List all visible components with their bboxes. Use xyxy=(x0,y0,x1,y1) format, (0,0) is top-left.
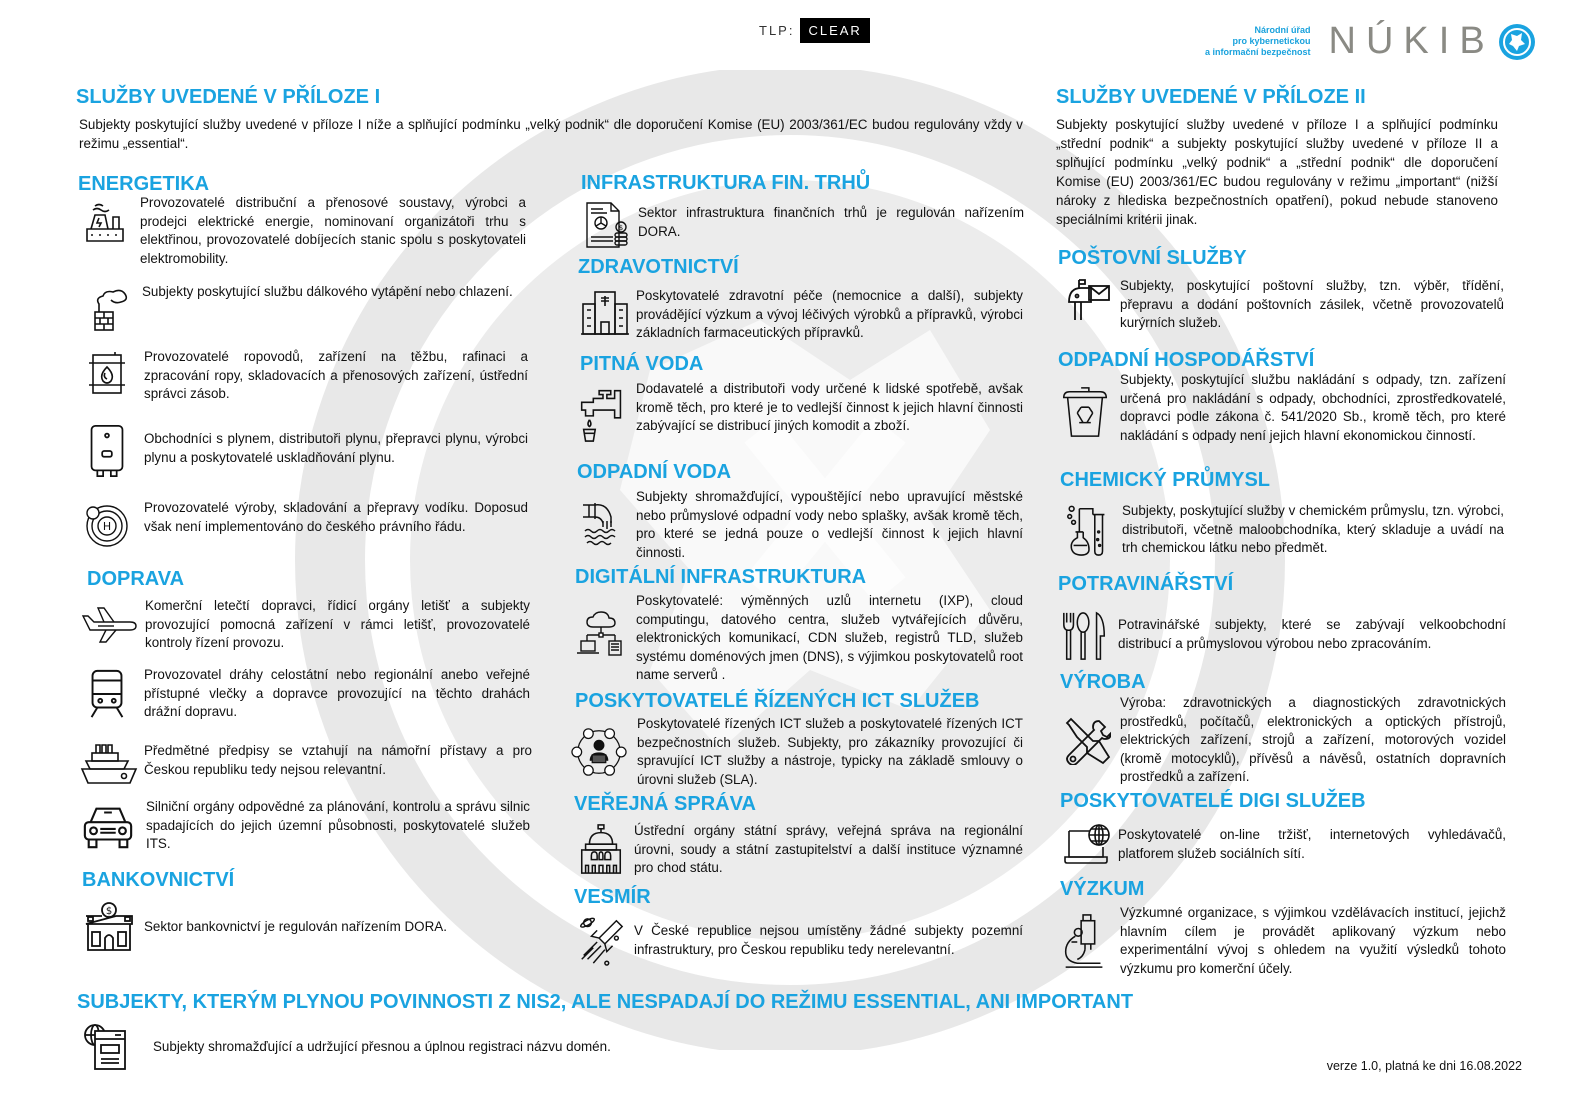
mailbox-icon xyxy=(1064,277,1114,327)
org-name-line: a informační bezpečnost xyxy=(1205,47,1311,57)
org-name xyxy=(1205,25,1311,58)
item-text: Ústřední orgány státní správy, veřejná správa na regionální úrovni, soudy a státní zastupitelství a další instituce významné pro chod státu. xyxy=(634,823,1023,875)
section-title-ict: POSKYTOVATELÉ ŘÍZENÝCH ICT SLUŽEB xyxy=(575,690,980,712)
list-item xyxy=(80,597,530,653)
financial-report-icon xyxy=(582,200,632,250)
list-item xyxy=(82,348,528,404)
tlp-label: TLP: xyxy=(759,23,795,38)
microscope-icon xyxy=(1060,912,1110,972)
hospital-icon xyxy=(580,287,630,337)
section-title-digitalni: DIGITÁLNÍ INFRASTRUKTURA xyxy=(575,566,867,588)
cutlery-icon xyxy=(1060,610,1110,664)
section-title-vesmir: VESMÍR xyxy=(574,886,651,908)
list-item xyxy=(578,488,1023,562)
section-title-vyzkum: VÝZKUM xyxy=(1060,878,1145,900)
section-title-nis2-other: SUBJEKTY, KTERÝM PLYNOU POVINNOSTI Z NIS2, ALE NESPADAJÍ DO REŽIMU ESSENTIAL, ANI IMPORTANT xyxy=(77,991,1134,1013)
annex1-title: SLUŽBY UVEDENÉ V PŘÍLOZE I xyxy=(76,86,381,108)
water-tap-icon xyxy=(578,380,628,444)
version-footer: verze 1.0, platná ke dni 16.08.2022 xyxy=(1326,1059,1522,1073)
item-text: Poskytovatelé: výměnných uzlů internetu (IXP), cloud computingu, datového centra, služeb vytvářejících důvěru, elektronických komunikací, CDN služeb, registrů TLD, služeb systému doménových jmen (DNS), s výjimkou poskytovatelů root name serverů . xyxy=(636,593,1023,682)
item-text: Obchodníci s plynem, distributoři plynu, přepravci plynu, výrobci plynu a poskytovatelé uskladňování plynu. xyxy=(144,431,528,465)
list-item xyxy=(80,738,532,788)
oil-barrel-icon xyxy=(82,348,132,398)
airplane-icon xyxy=(80,597,138,647)
list-item xyxy=(576,822,1023,878)
power-plant-icon xyxy=(80,194,130,244)
cloud-network-icon xyxy=(576,610,626,660)
item-text: Subjekty poskytující službu dálkového vytápění nebo chlazení. xyxy=(142,284,513,299)
item-text: Potravinářské subjekty, které se zabývají velkoobchodní distribucí a průmyslovou výrobou nebo zpracováním. xyxy=(1118,617,1506,651)
item-text: Výroba: zdravotnických a diagnostických zdravotnických prostředků, počítačů, elektronických a optických přístrojů, elektrických zařízení, strojů a zařízení, motorových vozidel (kromě motocyklů), přívěsů a návěsů, ostatních dopravních prostředků a zařízení. xyxy=(1120,695,1506,784)
list-item xyxy=(80,194,526,268)
item-text: Sektor infrastruktura finančních trhů je regulován nařízením DORA. xyxy=(638,205,1024,239)
list-item xyxy=(1060,610,1506,664)
domain-registry-icon xyxy=(82,1022,132,1072)
item-text: Poskytovatelé on-line tržišť, internetových vyhledávačů, platforem služeb sociálních sítí. xyxy=(1118,827,1506,861)
item-text: Subjekty, poskytující poštovní služby, tzn. výběr, třídění, přepravu a dodání poštovních zásilek, včetně provozovatelů kurýrních služeb. xyxy=(1120,278,1504,330)
list-item xyxy=(570,715,1023,789)
list-item xyxy=(576,592,1023,685)
item-text: Subjekty shromažďující a udržující přesnou a úplnou registraci názvu domén. xyxy=(153,1038,611,1054)
annex1-intro: Subjekty poskytující služby uvedené v příloze I níže a splňující podmínku „velký podnik“ dle doporučení Komise (EU) 2003/361/EC budou regulovány vždy v režimu „essential“. xyxy=(79,117,1023,151)
hydrogen-icon xyxy=(82,499,132,549)
annex2-title: SLUŽBY UVEDENÉ V PŘÍLOZE II xyxy=(1056,86,1366,108)
svg-text:$: $ xyxy=(105,906,113,917)
item-text: Provozovatelé výroby, skladování a přepravy vodíku. Doposud však není implementováno do českého právního řádu. xyxy=(144,500,528,534)
item-text: Dodavatelé a distributoři vody určené k lidské spotřebě, avšak kromě těch, pro které je to vedlejší činnost k jejich hlavní činnosti zabývající se distribucí jiných komodit a zboží. xyxy=(636,381,1023,433)
item-text: Poskytovatelé řízených ICT služeb a poskytovatelé řízených ICT bezpečnostních služeb. Subjekty, pro zákazníky provozující či spravující ICT služby a nástroje, typicky na základě smlouvy o úrovni služeb (SLA). xyxy=(637,716,1023,787)
recycle-bin-icon xyxy=(1060,383,1110,441)
government-building-icon xyxy=(576,822,626,876)
item-text: Subjekty, poskytující služby v chemickém průmyslu, tzn. výrobci, distributoři, včetně maloobchodníka, který skladuje a uvádí na trh chemickou látku nebo předmět. xyxy=(1122,503,1504,555)
org-name-line: pro kybernetickou xyxy=(1232,36,1311,46)
item-text: Subjekty shromažďující, vypouštějící nebo upravující městské nebo průmyslové odpadní vody nebo splašky, avšak kromě těch, pro které se jedná pouze o vedlejší činnost k jejich hlavní činnosti. xyxy=(636,489,1023,560)
gas-boiler-icon xyxy=(82,421,132,481)
bank-icon xyxy=(82,900,136,954)
org-name-line: Národní úřad xyxy=(1254,25,1311,35)
list-item xyxy=(576,914,1023,968)
list-item xyxy=(1062,694,1506,787)
tools-icon xyxy=(1062,716,1112,766)
section-title-fin-trhy: INFRASTRUKTURA FIN. TRHŮ xyxy=(581,172,871,194)
list-item xyxy=(582,200,1024,250)
list-item xyxy=(578,380,1023,444)
lion-emblem-icon xyxy=(1497,22,1537,62)
section-title-pitna-voda: PITNÁ VODA xyxy=(580,353,704,375)
section-title-odpadni-hosp: ODPADNÍ HOSPODÁŘSTVÍ xyxy=(1058,349,1315,371)
list-item xyxy=(1060,371,1506,445)
car-icon xyxy=(80,798,136,854)
svg-text:H: H xyxy=(102,520,112,533)
list-item xyxy=(82,666,530,722)
list-item xyxy=(1062,822,1506,872)
section-title-zdravotnictvi: ZDRAVOTNICTVÍ xyxy=(578,256,739,278)
list-item xyxy=(580,287,1023,343)
section-title-chemicky: CHEMICKÝ PRŮMYSL xyxy=(1060,469,1271,491)
section-title-doprava: DOPRAVA xyxy=(87,568,185,590)
item-text: Silniční orgány odpovědné za plánování, kontrolu a správu silnic spadajících do jejich územní působnosti, poskytovatelé služeb ITS. xyxy=(146,799,530,851)
ship-icon xyxy=(80,738,138,788)
list-item xyxy=(82,900,542,954)
item-text: Provozovatel dráhy celostátní nebo regionální anebo veřejné přístupné vlečky a dopravce provozující na těchto drahách drážní dopravu. xyxy=(144,667,530,719)
sewage-pipe-icon xyxy=(578,498,628,548)
list-item xyxy=(1064,277,1504,333)
annex2-intro: Subjekty poskytující služby uvedené v příloze I a splňující podmínku „střední podnik“ a subjekty poskytující služby uvedené v příloze II a splňující podmínku „velký podnik“ a „střední podnik“ dle doporučení Komise (EU) 2003/361/EC budou regulovány v režimu „important“ (nižší nároky z hlediska bezpečnostních opatření), pokud nebude stanoveno speciálními kritérii jinak. xyxy=(1056,117,1498,227)
section-title-potravinarstvi: POTRAVINÁŘSTVÍ xyxy=(1058,573,1234,595)
item-text: Sektor bankovnictví je regulován nařízením DORA. xyxy=(144,918,447,934)
item-text: Subjekty, poskytující službu nakládání s odpady, tzn. zařízení určená pro nakládání s odpady, obchodníci, zprostředkovatelé, dopravci podle zákona č. 541/2020 Sb., kromě těch, pro které nakládání s odpady není jejich hlavní ekonomickou činností. xyxy=(1120,372,1506,443)
chemistry-flask-icon xyxy=(1064,502,1114,558)
item-text: Provozovatelé distribuční a přenosové soustavy, výrobci a prodejci elektrické energie, nominovaní organizátoři trhu s elektřinou, provozovatelé dobíjecích stanic spolu s poskytovateli elektromobility. xyxy=(140,195,526,266)
list-item xyxy=(82,1022,982,1072)
svg-text:$: $ xyxy=(618,224,624,232)
nukib-logo xyxy=(1205,20,1537,63)
item-text: Předmětné předpisy se vztahují na námořní přístavy a pro Českou republiku tedy nejsou relevantní. xyxy=(144,743,532,777)
tlp-classification xyxy=(759,18,870,43)
item-text: Provozovatelé ropovodů, zařízení na těžbu, rafinaci a zpracování ropy, skladovacích a přenosových zařízení, ústřední správci zásob. xyxy=(144,349,528,401)
it-operator-icon xyxy=(570,723,628,781)
list-item xyxy=(80,798,530,854)
item-text: Komerční letečtí dopravci, řídicí orgány letišť a subjekty provozující pomocná zařízení v rámci letišť, provozovatelé kontroly řízení provozu. xyxy=(145,598,530,650)
section-title-vyroba: VÝROBA xyxy=(1060,671,1146,693)
tlp-value-badge: CLEAR xyxy=(800,18,869,43)
list-item xyxy=(84,283,527,333)
train-icon xyxy=(82,666,132,722)
chimney-heating-icon xyxy=(84,283,134,333)
section-title-odpadni-voda: ODPADNÍ VODA xyxy=(577,461,732,483)
list-item xyxy=(1064,502,1504,558)
item-text: V České republice nejsou umístěny žádné subjekty pozemní infrastruktury, pro Českou republiku tedy nerelevantní. xyxy=(634,923,1023,957)
logo-wordmark: NÚKIB xyxy=(1328,20,1495,62)
laptop-globe-icon xyxy=(1062,822,1112,872)
section-title-postovni: POŠTOVNÍ SLUŽBY xyxy=(1058,247,1247,269)
item-text: Poskytovatelé zdravotní péče (nemocnice a další), subjekty provádějící výzkum a vývoj léčivých výrobků a přípravků, výrobci základních farmaceutických přípravků. xyxy=(636,288,1023,340)
item-text: Výzkumné organizace, s výjimkou vzdělávacích institucí, jejichž hlavním cílem je provádět aplikovaný výzkum nebo experimentální vývoj s ohledem na využití výsledků tohoto výzkumu pro komerční účely. xyxy=(1120,905,1506,976)
section-title-verejna-sprava: VEŘEJNÁ SPRÁVA xyxy=(574,793,756,815)
section-title-energetika: ENERGETIKA xyxy=(78,173,210,195)
rocket-icon xyxy=(576,914,626,968)
list-item xyxy=(82,499,528,549)
list-item xyxy=(1060,904,1506,978)
list-item xyxy=(82,421,528,481)
section-title-bankovnictvi: BANKOVNICTVÍ xyxy=(82,869,235,891)
section-title-digi-sluzby: POSKYTOVATELÉ DIGI SLUŽEB xyxy=(1060,790,1366,812)
